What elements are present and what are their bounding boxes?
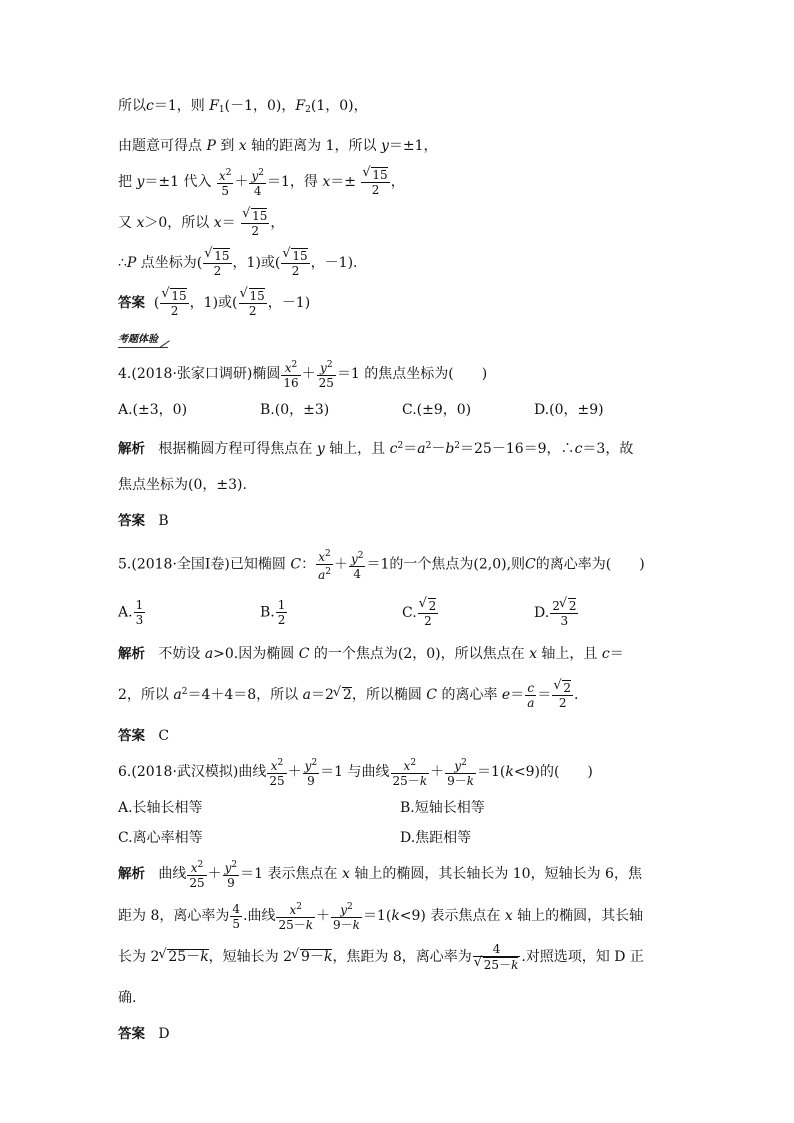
fraction-y2-over-4: $\frac{y^2}{4}$	[251, 168, 264, 198]
text: ，－1).	[310, 255, 358, 271]
analysis-label: 解析	[118, 866, 145, 882]
text: ＝1，得	[266, 174, 323, 190]
analysis-label: 解析	[118, 441, 145, 457]
text: ，－1)	[267, 295, 311, 311]
text: ＝1 的焦点坐标为( )	[336, 366, 488, 382]
q6-options-row-1	[118, 798, 688, 818]
text: (1，0)，	[310, 98, 368, 114]
text: 4.(2018·张家口调研)椭圆	[118, 366, 281, 382]
section-tag-label: 考题体验	[118, 333, 168, 348]
q5-options	[118, 598, 688, 628]
q5-solution-line-1: 解析 不妨设 a>0.因为椭圆 C 的一个焦点为(2，0)，所以焦点在 x 轴上，且 c＝	[118, 646, 624, 662]
answer-label: 答案	[118, 728, 145, 744]
q6-solution-line-2: 距为 8，离心率为 $\frac{4}{5}$ .曲线 $\frac{x^2}{25-k}$ ＋ $\frac{y^2}{9-k}$ ＝1(k<9) 表示焦点在 x 轴上的椭圆，其长轴	[118, 901, 644, 932]
text: 把	[118, 174, 137, 190]
q4-options	[118, 400, 688, 420]
solution-line-5	[118, 248, 688, 278]
analysis-label: 解析	[118, 646, 145, 662]
q4-option-d: D.(0，±9)	[534, 402, 604, 418]
solution-line-1	[118, 96, 688, 120]
text: ＝±	[330, 174, 356, 190]
fraction-x2-over-16: $\frac{x^2}{16}$	[283, 360, 299, 390]
text: ＞0，所以	[144, 215, 214, 231]
q5-stem: 5.(2018·全国Ⅰ卷)已知椭圆 C： $\frac{x^2}{a^2}$ ＋ $\frac{y^2}{4}$ ＝1的一个焦点为(2,0),则C的离心率为( )	[118, 549, 645, 582]
answer-line	[118, 288, 688, 318]
var-y: y	[380, 138, 389, 154]
text: 确.	[118, 990, 137, 1006]
q5-option-d: D. $\frac{2√ 2}{3}$	[534, 598, 579, 628]
q4-solution-line-2	[118, 475, 688, 495]
fraction-sqrt15-over-2: √ $\frac{15}{2}$	[239, 288, 267, 318]
text: 5.(2018·全国Ⅰ卷)已知椭圆	[118, 556, 291, 573]
fraction-c-over-a: $\frac{c}{a}$	[527, 680, 535, 710]
q6-option-b: B.短轴长相等	[400, 800, 485, 816]
fraction-y2-over-4: $\frac{y^2}{4}$	[350, 550, 364, 581]
q4-option-b: B.(0，±3)	[260, 402, 330, 418]
text: ＝±1，	[388, 138, 438, 154]
text: 焦点坐标为(0，±3).	[118, 477, 247, 493]
fraction-sqrt15-over-2: √ $\frac{15}{2}$	[281, 248, 309, 278]
text: ＝1，则	[153, 98, 210, 114]
text: 又	[118, 215, 137, 231]
answer-value: C	[158, 728, 170, 744]
q6-option-d: D.焦距相等	[400, 830, 472, 846]
var-x: x	[213, 215, 222, 231]
q4-option-c: C.(±9，0)	[402, 402, 472, 418]
q6-solution-line-4	[118, 988, 688, 1008]
answer-value: D	[158, 1026, 170, 1042]
q5-option-a: A. $\frac{1}{3}$	[118, 598, 144, 627]
solution-line-3: 把 y＝±1 代入 $\frac{x^2}{5}$ ＋ $\frac{y^2}{4}$ ＝1，得 x＝± √ $\frac{15}{2}$ ，	[118, 166, 688, 198]
var-F: F	[295, 98, 306, 114]
q6-option-c: C.离心率相等	[118, 830, 203, 846]
fraction-sqrt15-over-2: √ $\frac{15}{2}$	[160, 288, 188, 318]
text: 所以	[118, 98, 146, 114]
fraction-sqrt15-over-2: √ $\frac{15}{2}$	[203, 248, 231, 278]
section-tag	[118, 328, 688, 348]
sqrt-2: √ 2	[342, 687, 352, 702]
fraction-x2-over-a2: $\frac{x^2}{a^2}$	[318, 549, 331, 582]
text: 轴的距离为 1，所以	[246, 138, 381, 154]
q6-answer	[118, 1024, 688, 1044]
answer-label: 答案	[118, 1026, 145, 1042]
fraction-sqrt15-over-2: √ $\frac{15}{2}$	[361, 167, 389, 197]
fraction-x2-over-5: $\frac{x^2}{5}$	[218, 168, 232, 198]
answer-label: 答案	[118, 513, 145, 529]
answer-label: 答案	[118, 295, 145, 311]
text: 根据椭圆方程可得焦点在	[158, 441, 317, 457]
q4-answer	[118, 511, 688, 531]
text: (	[153, 295, 160, 311]
q4-option-a: A.(±3，0)	[118, 402, 188, 418]
solution-line-2	[118, 136, 688, 156]
text: ，1)或(	[189, 295, 238, 311]
var-c: c	[146, 98, 154, 114]
solution-line-4: 又 x＞0，所以 x＝ √ $\frac{15}{2}$ ，	[118, 208, 688, 238]
var-P: P	[126, 255, 137, 271]
q6-option-a: A.长轴长相等	[118, 800, 203, 816]
text: ＝±1 代入	[144, 174, 212, 190]
q5-option-c: C. √ $\frac{2}{2}$	[402, 598, 534, 628]
var-x: x	[322, 174, 331, 190]
q5-answer	[118, 726, 688, 746]
var-P: P	[206, 138, 216, 154]
fraction-sqrt15-over-2: √ $\frac{15}{2}$	[241, 208, 269, 238]
var-F: F	[209, 98, 219, 114]
text: ＝	[221, 215, 236, 231]
text: (－1，0)，	[224, 98, 296, 114]
var-x: x	[136, 215, 145, 231]
text: 由题意可得点	[118, 138, 207, 154]
q5-solution-line-2: 2，所以 $a^2=4+4=8$，所以 a＝2√ 2，所以椭圆 C 的离心率 e＝ $\frac{c}{a}$ ＝ √ $\frac{2}{2}$ .	[118, 680, 688, 710]
text: ，1)或(	[232, 255, 281, 271]
text: 点坐标为(	[136, 255, 203, 271]
document-page	[118, 96, 688, 1044]
subscript: 2	[305, 105, 311, 115]
q4-stem: 4.(2018·张家口调研)椭圆 $\frac{x^2}{16}$ ＋ $\frac{y^2}{25}$ ＝1 的焦点坐标为( )	[118, 360, 488, 390]
var-y: y	[136, 174, 145, 190]
var-x: x	[238, 138, 247, 154]
q4-solution-line-1: 解析 根据椭圆方程可得焦点在 y 轴上，且 $c^2=a^2-b^2=25-16=9$，∴c＝3，故	[118, 441, 634, 457]
q6-solution-line-1: 解析 曲线 $\frac{x^2}{25}$ ＋ $\frac{y^2}{9}$ ＝1 表示焦点在 x 轴上的椭圆，其长轴长为 10，短轴长为 6，焦	[118, 860, 642, 890]
therefore-symbol: ∴	[118, 255, 127, 271]
answer-value: B	[158, 513, 169, 529]
fraction-y2-over-25: $\frac{y^2}{25}$	[318, 360, 334, 390]
q5-option-b: B. $\frac{1}{2}$	[260, 598, 286, 627]
text: 到	[215, 138, 239, 154]
fraction-sqrt2-over-2: √ $\frac{2}{2}$	[552, 680, 573, 710]
q6-options-row-2	[118, 828, 688, 848]
q6-solution-line-3: 长为 2√ 25－k，短轴长为 2√ 9－k，焦距为 8，离心率为 4 √ 25－k .对照选项，知 D 正	[118, 942, 688, 972]
q6-stem: 6.(2018·武汉模拟)曲线 $\frac{x^2}{25}$ ＋ $\frac{y^2}{9}$ ＝1 与曲线 $\frac{x^2}{25-k}$ ＋ $\frac{y^2}{9-k}$ ＝1(k<9)的( )	[118, 758, 593, 788]
subscript: 1	[218, 105, 225, 115]
